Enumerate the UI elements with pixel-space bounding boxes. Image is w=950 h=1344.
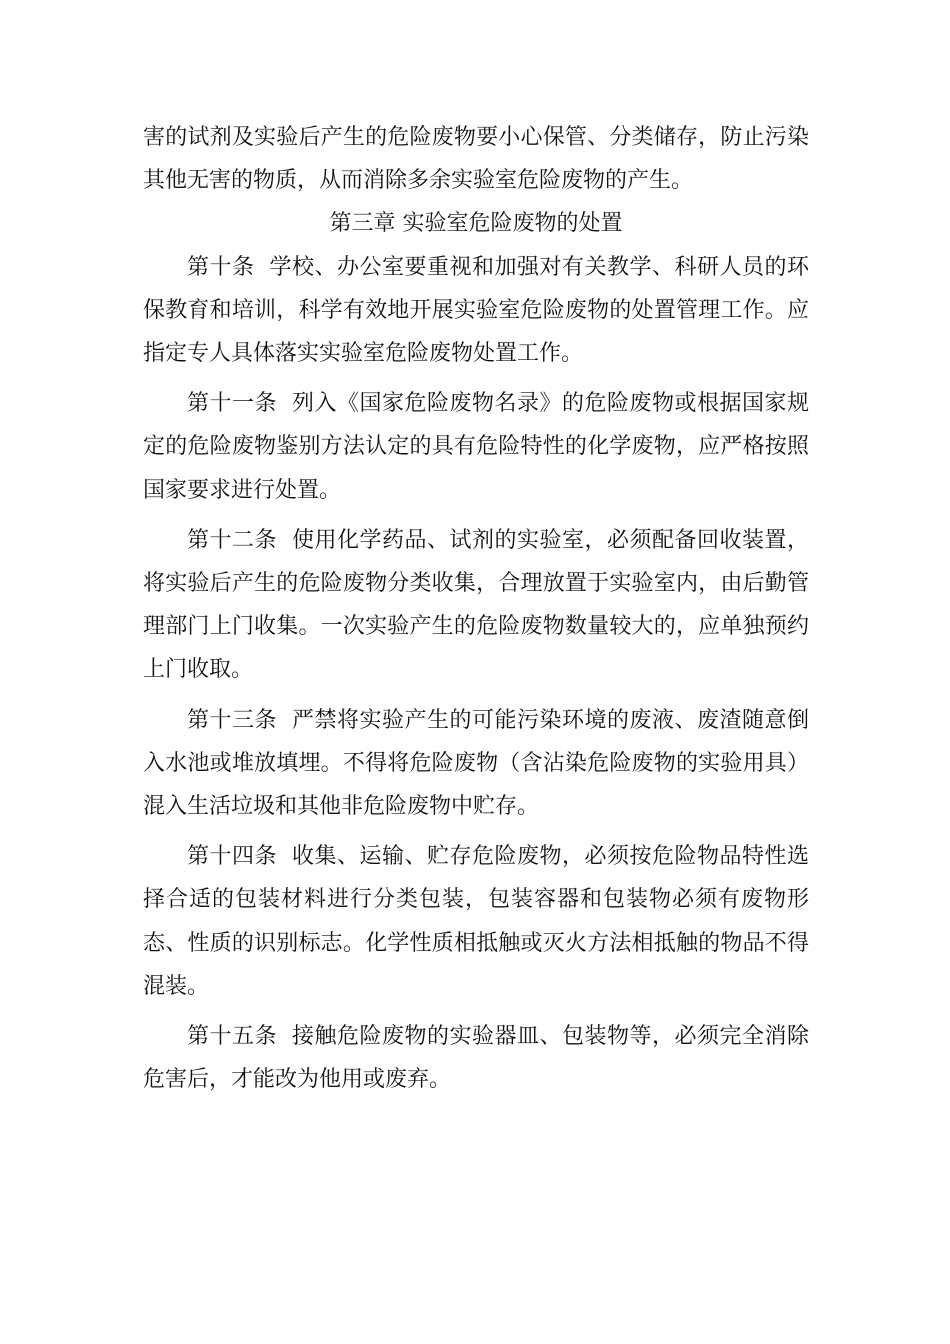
article-15	[143, 1015, 809, 1101]
article-text: 列入《国家危险废物名录》的危险废物或根据国家规定的危险废物鉴别方法认定的具有危险特性的化学废物，应严格按照国家要求进行处置。	[143, 391, 809, 503]
article-text: 严禁将实验产生的可能污染环境的废液、废渣随意倒入水池或堆放填埋。不得将危险废物（含沾染危险废物的实验用具）混入生活垃圾和其他非危险废物中贮存。	[143, 707, 809, 820]
article-text: 使用化学药品、试剂的实验室，必须配备回收装置，将实验后产生的危险废物分类收集，合理放置于实验室内，由后勤管理部门上门收集。一次实验产生的危险废物数量较大的，应单独预约上门收取。	[143, 527, 809, 683]
article-11	[143, 382, 809, 512]
article-text: 接触危险废物的实验器皿、包装物等，必须完全消除危害后，才能改为他用或废弃。	[143, 1024, 809, 1093]
article-number: 第十五条	[187, 1024, 277, 1050]
article-number: 第十条	[187, 254, 255, 280]
article-number: 第十三条	[187, 707, 277, 733]
article-text: 学校、办公室要重视和加强对有关教学、科研人员的环保教育和培训，科学有效地开展实验室危险废物的处置管理工作。应指定专人具体落实实验室危险废物处置工作。	[143, 254, 809, 367]
continuation-paragraph: 害的试剂及实验后产生的危险废物要小心保管、分类储存，防止污染其他无害的物质，从而消除多余实验室危险废物的产生。	[143, 125, 809, 194]
article-number: 第十一条	[187, 391, 277, 417]
chapter-heading: 第三章 实验室危险废物的处置	[329, 211, 623, 237]
article-13	[143, 699, 809, 829]
article-12	[143, 519, 809, 692]
article-10	[143, 246, 809, 376]
document-body	[143, 116, 809, 1101]
article-text: 收集、运输、贮存危险废物，必须按危险物品特性选择合适的包装材料进行分类包装，包装容器和包装物必须有废物形态、性质的识别标志。化学性质相抵触或灭火方法相抵触的物品不得混装。	[143, 844, 809, 999]
article-number: 第十四条	[187, 844, 277, 870]
article-14	[143, 835, 809, 1008]
article-number: 第十二条	[187, 527, 277, 553]
